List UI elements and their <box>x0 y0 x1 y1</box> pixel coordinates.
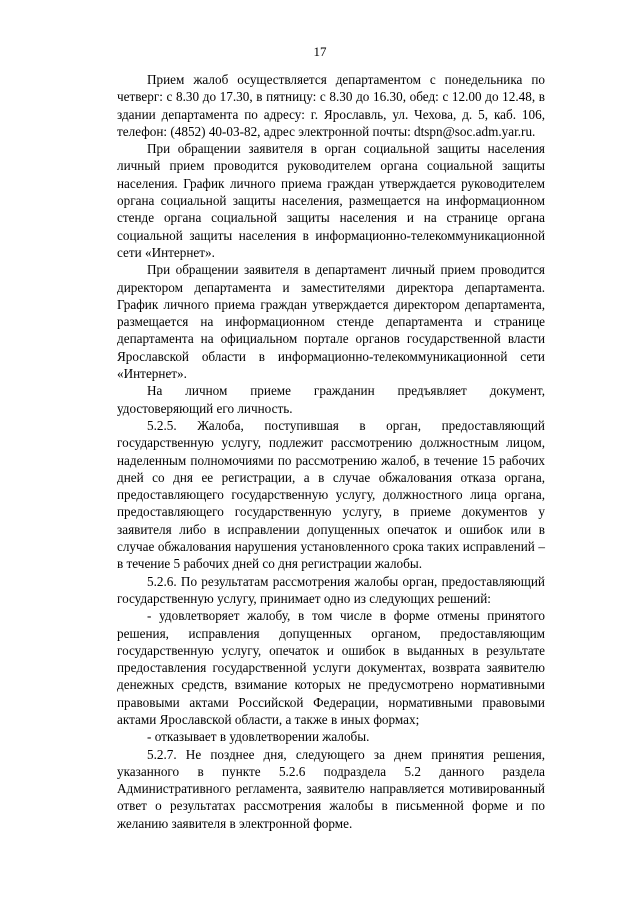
paragraph-identity-document: На личном приеме гражданин предъявляет документ, удостоверяющий его личность. <box>117 383 545 416</box>
paragraph-5-2-6: 5.2.6. По результатам рассмотрения жалобы орган, предоставляющий государственную услугу, принимает одно из следующих решений: <box>117 573 545 606</box>
paragraph-5-2-5: 5.2.5. Жалоба, поступившая в орган, предоставляющий государственную услугу, подлежит рассмотрению должностным лицом, наделенным полномочиями по рассмотрению жалоб, в течение 15 рабочих дней со дня ее регистрации, а в случае обжалования отказа органа, предоставляющего государственную услугу, должностного лица органа, предоставляющего государственную услугу, в приеме документов у заявителя либо в исправлении допущенных опечаток и ошибок или в случае обжалования нарушения установленного срока таких исправлений – в течение 5 рабочих дней со дня регистрации жалобы. <box>117 417 545 572</box>
list-item-reject-complaint: - отказывает в удовлетворении жалобы. <box>147 729 370 745</box>
paragraph-complaint-reception-hours: Прием жалоб осуществляется департаментом с понедельника по четверг: с 8.30 до 17.30, в пятницу: с 8.30 до 16.30, обед: с 12.00 до 12.48, в здании департамента по адресу: г. Ярославль, ул. Чехова, д. 5, каб. 106, телефон: (4852) 40-03-82, адрес электронной почты: dtspn@soc.adm.yar.ru. <box>117 72 545 139</box>
paragraph-department-reception: При обращении заявителя в департамент личный прием проводится директором департамента и заместителями директора департамента. График личного приема граждан утверждается директором департамента, размещается на информационном стенде департамента и странице департамента на официальном портале органов государственной власти Ярославской области в информационно-телекоммуникационной сети «Интернет». <box>117 262 545 382</box>
paragraph-social-protection-reception: При обращении заявителя в орган социальной защиты населения личный прием проводится руководителем органа социальной защиты населения. График личного приема граждан утверждается руководителем органа социальной защиты населения, размещается на информационном стенде органа социальной защиты населения и на странице органа социальной защиты населения в информационно-телекоммуникационной сети «Интернет». <box>117 141 545 260</box>
document-body <box>117 71 545 832</box>
list-item-satisfy-complaint: - удовлетворяет жалобу, в том числе в форме отмены принятого решения, исправления допущенных органом, предоставляющим государственную услугу, опечаток и ошибок в выданных в результате предоставления государственной услуги документах, возврата заявителю денежных средств, взимание которых не предусмотрено нормативными правовыми актами Российской Федерации, нормативными правовыми актами Ярославской области, а также в иных формах; <box>117 608 545 727</box>
page-number: 17 <box>313 44 327 59</box>
paragraph-5-2-7: 5.2.7. Не позднее дня, следующего за днем принятия решения, указанного в пункте 5.2.6 подраздела 5.2 данного раздела Административного регламента, заявителю направляется мотивированный ответ о результатах рассмотрения жалобы в письменной форме и по желанию заявителя в электронной форме. <box>117 746 545 831</box>
